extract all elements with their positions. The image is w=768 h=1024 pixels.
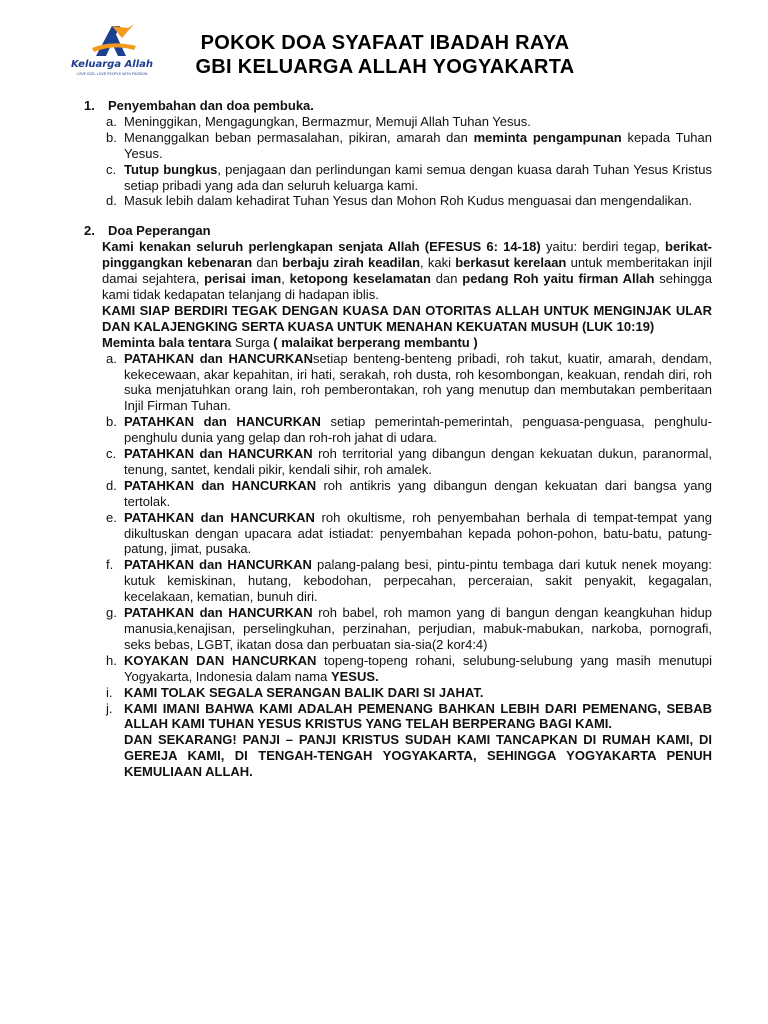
section-1 — [84, 98, 712, 209]
section-1-heading — [84, 98, 712, 114]
authority-declaration: KAMI SIAP BERDIRI TEGAK DENGAN KUASA DAN OTORITAS ALLAH UNTUK MENGINJAK ULAR DAN KALAJENGKING SERTA KUASA UNTUK MENAHAN KEKUATAN MUSUH (LUK 10:19) — [102, 302, 712, 334]
list-item: c. PATAHKAN dan HANCURKAN roh territorial yang dibangun dengan kekuatan dukun, paranormal, tenung, santet, kendali pikir, kendali sihir, roh amalek. — [106, 446, 712, 477]
document-body — [84, 98, 712, 780]
list-item: b. Menanggalkan beban permasalahan, pikiran, amarah dan meminta pengampunan kepada Tuhan Yesus. — [106, 129, 712, 161]
angel-request-line: Meminta bala tentara Surga ( malaikat berperang membantu ) — [102, 334, 478, 350]
list-item: f. PATAHKAN dan HANCURKAN palang-palang besi, pintu-pintu tembaga dari kutuk nenek moyang: kutuk kemiskinan, hutang, kebodohan, perpecahan, perceraian, sakit penyakit, kegagalan, kecelakaan, kematian, bunuh diri. — [106, 557, 712, 605]
list-item: d. PATAHKAN dan HANCURKAN roh antikris yang dibangun dengan kekuatan dari bangsa yang tertolak. — [106, 477, 712, 509]
section-1-title: Penyembahan dan doa pembuka. — [108, 98, 314, 113]
section-2 — [84, 223, 712, 780]
logo-wordmark: Keluarga Allah — [70, 59, 154, 70]
list-item: e. PATAHKAN dan HANCURKAN roh okultisme, roh penyembahan berhala di tempat-tempat yang dikultuskan dengan upacara adat istiadat: penyembahan kepada pohon-pohon, batu-batu, patung-patung, jimat, pusaka. — [106, 509, 712, 557]
document-header — [0, 0, 768, 90]
section-2-list — [102, 351, 712, 780]
document-title-line1: POKOK DOA SYAFAAT IBADAH RAYA — [200, 32, 570, 54]
list-item: d. Masuk lebih dalam kehadirat Tuhan Yesus dan Mohon Roh Kudus menguasai dan mengendalikan. — [106, 193, 693, 209]
section-2-number: 2. — [84, 223, 95, 239]
logo-tagline: LOVE GOD, LOVE PEOPLE WITH PASSION — [76, 72, 148, 76]
logo-mark-icon — [62, 22, 162, 62]
list-item: c. Tutup bungkus, penjagaan dan perlindungan kami semua dengan kuasa darah Tuhan Yesus Kristus setiap pribadi yang ada dan seluruh keluarga kami. — [106, 161, 713, 193]
section-2-title: Doa Peperangan — [108, 223, 211, 239]
list-item: j. KAMI IMANI BAHWA KAMI ADALAH PEMENANG BAHKAN LEBIH DARI PEMENANG, SEBAB ALLAH KAMI TUHAN YESUS KRISTUS YANG TELAH BERPERANG BAGI KAMI. DAN SEKARANG! PANJI – PANJI KRISTUS SUDAH KAMI TANCAPKAN DI RUMAH KAMI, DI GEREJA KAMI, DI TENGAH-TENGAH YOGYAKARTA, SEHINGGA YOGYAKARTA PENUH KEMULIAAN ALLAH. — [106, 700, 712, 780]
list-item: a. PATAHKAN dan HANCURKANsetiap benteng-benteng pribadi, roh takut, kuatir, amarah, dendam, kekecewaan, akar kepahitan, iri hati, serakah, roh dusta, roh kesombongan, keakuan, rendah diri, roh suka menjatuhkan orang lain, roh pemberontakan, roh yang menutup dan membutakan pemberitaan Injil Firman Tuhan. — [106, 350, 712, 414]
list-item: i. KAMI TOLAK SEGALA SERANGAN BALIK DARI SI JAHAT. — [106, 684, 484, 700]
list-item: h. KOYAKAN DAN HANCURKAN topeng-topeng rohani, selubung-selubung yang masih menutupi Yogyakarta, Indonesia dalam nama YESUS. — [106, 652, 712, 684]
section-1-list — [102, 114, 712, 209]
list-item: g. PATAHKAN dan HANCURKAN roh babel, roh mamon yang di bangun dengan keangkuhan hidup manusia,kenajisan, perselingkuhan, perzinahan, perjudian, mabuk-mabukan, narkoba, pornografi, seks bebas, LGBT, ikatan dosa dan perbuatan sia-sia(2 kor4:4) — [106, 605, 712, 652]
list-item: b. PATAHKAN dan HANCURKAN setiap pemerintah-pemerintah, penguasa-penguasa, penghulu-penghulu dunia yang gelap dan roh-roh jahat di udara. — [106, 414, 712, 446]
section-1-number: 1. — [84, 98, 95, 113]
list-item: a. Meninggikan, Mengagungkan, Bermazmur, Memuji Allah Tuhan Yesus. — [106, 113, 531, 129]
church-logo — [62, 22, 162, 80]
armor-of-god-paragraph: Kami kenakan seluruh perlengkapan senjata Allah (EFESUS 6: 14-18) yaitu: berdiri tegap, berikat-pinggangkan kebenaran dan berbaju zirah keadilan, kaki berkasut kerelaan untuk memberitakan injil damai sejahtera, perisai iman, ketopong keselamatan dan pedang Roh yaitu firman Allah sehingga kami tidak kedapatan telanjang di hadapan iblis. — [102, 239, 712, 302]
document-title-line2: GBI KELUARGA ALLAH YOGYAKARTA — [195, 56, 575, 78]
section-2-heading — [84, 223, 712, 239]
